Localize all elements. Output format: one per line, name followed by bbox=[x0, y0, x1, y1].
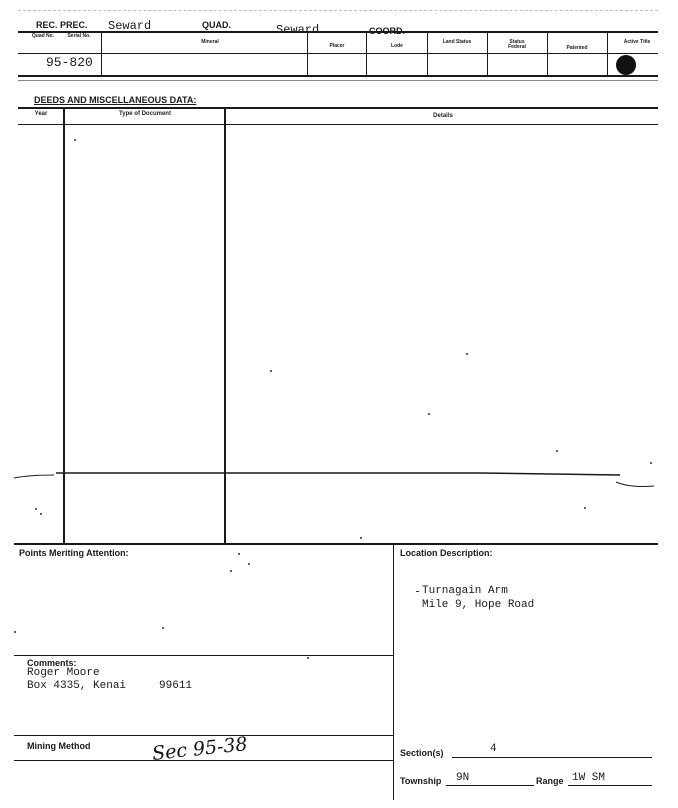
deeds-col-details: Details bbox=[433, 113, 453, 119]
comments-address: Box 4335, Kenai 99611 bbox=[27, 680, 193, 692]
header-rule bbox=[18, 31, 658, 33]
scan-speck bbox=[556, 450, 558, 452]
range-underline bbox=[568, 785, 652, 786]
mining-method-rule bbox=[14, 760, 393, 761]
scan-speck bbox=[466, 353, 468, 355]
claim-col-divider bbox=[307, 31, 308, 75]
mining-method-top-rule bbox=[14, 735, 393, 736]
claim-col-divider bbox=[547, 31, 548, 75]
rec-prec-value: Seward bbox=[108, 19, 152, 33]
lower-section-divider bbox=[393, 544, 394, 800]
location-bullet bbox=[416, 591, 419, 592]
deeds-col-year: Year bbox=[34, 111, 48, 117]
col-header-quad-no: Quad No. bbox=[31, 33, 55, 39]
deeds-col-type: Type of Document bbox=[119, 111, 171, 117]
col-header-status-federal: Status Federal bbox=[508, 39, 526, 50]
claim-col-divider bbox=[607, 31, 608, 75]
mining-method-label: Mining Method bbox=[27, 741, 91, 751]
deeds-header-bottom-rule bbox=[18, 124, 658, 125]
scan-speck bbox=[162, 627, 164, 629]
comments-top-rule bbox=[14, 655, 393, 656]
col-header-active-title: Active Title bbox=[623, 39, 651, 45]
deeds-lower-rules bbox=[0, 460, 678, 550]
scan-speck bbox=[230, 570, 232, 572]
claim-col-divider bbox=[101, 31, 102, 75]
quad-label: QUAD. bbox=[202, 20, 231, 30]
location-line-1: Turnagain Arm bbox=[422, 585, 508, 597]
section-value: 4 bbox=[490, 743, 497, 755]
col-header-lode: Lode bbox=[391, 43, 403, 49]
township-underline bbox=[446, 785, 534, 786]
col-header-land-status: Land Status bbox=[442, 39, 472, 45]
claim-table-subrule bbox=[18, 53, 658, 54]
comments-name: Roger Moore bbox=[27, 667, 100, 679]
col-header-serial-no: Serial No. bbox=[67, 33, 91, 39]
points-meriting-attention-label: Points Meriting Attention: bbox=[19, 548, 129, 558]
deeds-header-top-rule bbox=[18, 107, 658, 109]
section-underline bbox=[452, 757, 652, 758]
scan-speck bbox=[40, 513, 42, 515]
quad-value: Seward bbox=[276, 23, 320, 37]
active-title-mark bbox=[616, 55, 636, 75]
mining-method-handwriting: Sec 95-38 bbox=[151, 733, 249, 765]
location-description-label: Location Description: bbox=[400, 548, 493, 558]
header-top-rule bbox=[18, 10, 658, 11]
scan-speck bbox=[307, 657, 309, 659]
scan-speck bbox=[14, 631, 16, 633]
scan-speck bbox=[270, 370, 272, 372]
col-header-mineral: Mineral bbox=[201, 39, 219, 45]
serial-number-value: 95-820 bbox=[46, 55, 93, 70]
scan-speck bbox=[428, 413, 430, 415]
scan-speck bbox=[238, 553, 240, 555]
deeds-section-title: DEEDS AND MISCELLANEOUS DATA: bbox=[34, 95, 197, 105]
scan-speck bbox=[584, 507, 586, 509]
claim-table-bottom-rule bbox=[18, 75, 658, 77]
scan-speck bbox=[360, 537, 362, 539]
scan-speck bbox=[74, 139, 76, 141]
scan-speck bbox=[248, 563, 250, 565]
location-line-2: Mile 9, Hope Road bbox=[422, 599, 535, 611]
claim-col-divider bbox=[487, 31, 488, 75]
comments-label: Comments: bbox=[27, 658, 77, 668]
col-header-placer: Placer bbox=[329, 43, 345, 49]
township-value: 9N bbox=[456, 772, 470, 784]
claim-table-lower-rule bbox=[18, 80, 658, 81]
coord-label: COORD. bbox=[369, 26, 405, 36]
section-label: Section(s) bbox=[400, 748, 444, 758]
scan-speck bbox=[650, 462, 652, 464]
range-value: 1W SM bbox=[572, 772, 606, 784]
claim-col-divider bbox=[427, 31, 428, 75]
scan-speck bbox=[35, 508, 37, 510]
col-header-patented: Patented bbox=[566, 45, 588, 51]
claim-col-divider bbox=[366, 31, 367, 75]
range-label: Range bbox=[536, 776, 564, 786]
rec-prec-label: REC. PREC. bbox=[36, 20, 88, 30]
township-label: Township bbox=[400, 776, 442, 786]
